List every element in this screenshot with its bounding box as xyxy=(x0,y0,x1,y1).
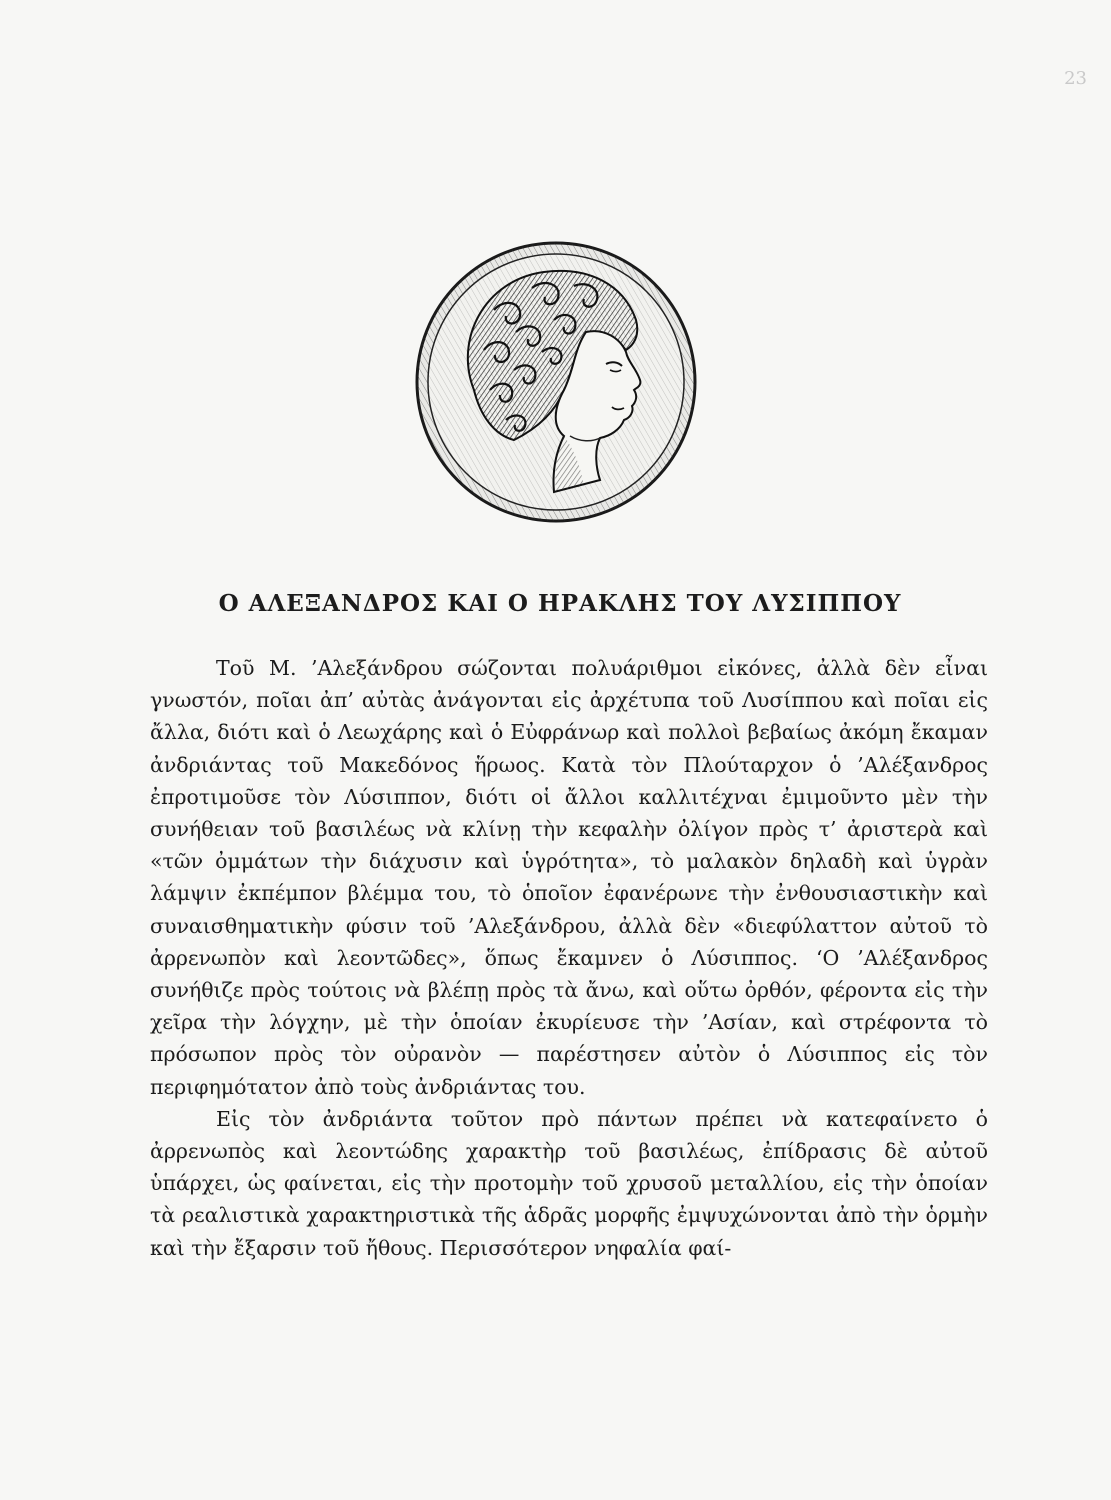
coin-illustration xyxy=(414,240,698,524)
paragraph: Τοῦ Μ. ’Αλεξάνδρου σώζονται πολυάριθμοι εἰκόνες, ἀλλὰ δὲν εἶναι γνωστόν, ποῖαι ἀπ’ αὐτὰς ἀνάγονται εἰς ἀρχέτυπα τοῦ Λυσίππου καὶ ποῖαι εἰς ἄλλα, διότι καὶ ὁ Λεωχάρης καὶ ὁ Εὐφράνωρ καὶ πολλοὶ βεβαίως ἀκόμη ἔκαμαν ἀνδριάντας τοῦ Μακεδόνος ἥρωος. Κατὰ τὸν Πλούταρχον ὁ ’Αλέξανδρος ἐπροτιμοῦσε τὸν Λύσιππον, διότι οἱ ἄλλοι καλλιτέχναι ἐμιμοῦντο μὲν τὴν συνήθειαν τοῦ βασιλέως νὰ κλίνῃ τὴν κεφαλὴν ὀλίγον πρὸς τ’ ἀριστερὰ καὶ «τῶν ὀμμάτων τὴν διάχυσιν καὶ ὑγρότητα», τὸ μαλακὸν δηλαδὴ καὶ ὑγρὰν λάμψιν ἐκπέμπον βλέμμα του, τὸ ὁποῖον ἐφανέρωνε τὴν ἐνθουσιαστικὴν καὶ συναισθηματικὴν φύσιν τοῦ ’Αλεξάνδρου, ἀλλὰ δὲν «διεφύλαττον αὐτοῦ τὸ ἀρρενωπὸν καὶ λεοντῶδες», ὅπως ἔκαμνεν ὁ Λύσιππος. ‘Ο ’Αλέξανδρος συνήθιζε πρὸς τούτοις νὰ βλέπῃ πρὸς τὰ ἄνω, καὶ οὕτω ὀρθόν, φέροντα εἰς τὴν χεῖρα τὴν λόγχην, μὲ τὴν ὁποίαν ἐκυρίευσε τὴν ’Ασίαν, καὶ στρέφοντα τὸ πρόσωπον πρὸς τὸν οὐρανὸν — παρέστησεν αὐτὸν ὁ Λύσιππος εἰς τὸν περιφημότατον ἀπὸ τοὺς ἀνδριάντας του. xyxy=(150,656,988,1099)
page-number: 23 xyxy=(1064,68,1087,89)
coin-portrait-icon xyxy=(414,240,698,524)
article-title: Ο ΑΛΕΞΑΝΔΡΟΣ ΚΑΙ Ο ΗΡΑΚΛΗΣ ΤΟΥ ΛΥΣΙΠΠΟΥ xyxy=(218,590,902,617)
article-body xyxy=(150,652,988,1264)
paragraph: Εἰς τὸν ἀνδριάντα τοῦτον πρὸ πάντων πρέπει νὰ κατεφαίνετο ὁ ἀρρενωπὸς καὶ λεοντώδης χαρακτὴρ τοῦ βασιλέως, ἐπίδρασις δὲ αὐτοῦ ὑπάρχει, ὡς φαίνεται, εἰς τὴν προτομὴν τοῦ χρυσοῦ μεταλλίου, εἰς τὴν ὁποίαν τὰ ρεαλιστικὰ χαρακτηριστικὰ τῆς ἁδρᾶς μορφῆς ἐμψυχώνονται ἀπὸ τὴν ὁρμὴν καὶ τὴν ἔξαρσιν τοῦ ἤθους. Περισσότερον νηφαλία φαί- xyxy=(150,1106,988,1260)
